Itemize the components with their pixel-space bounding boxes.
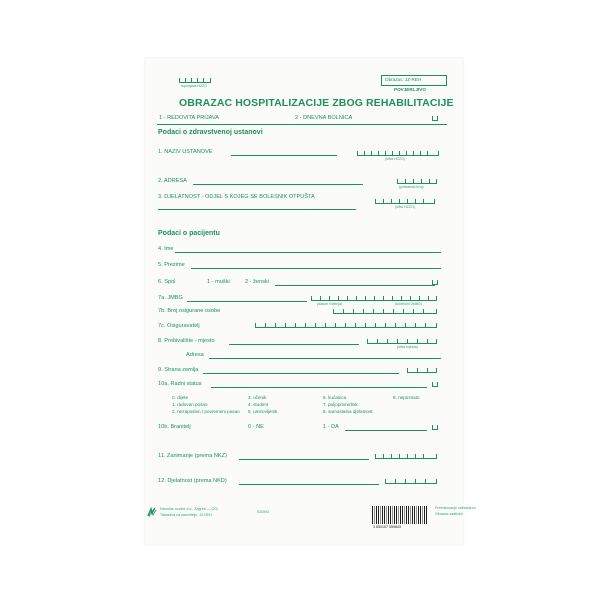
osiguranik-label: 7b. Broj osigurane osobe: [158, 308, 221, 314]
radni-status-box[interactable]: [432, 382, 438, 387]
hzzo-boxes[interactable]: [179, 78, 211, 83]
djelatnost-patient-boxes[interactable]: [385, 479, 437, 484]
spol-female: 2 - ženski: [245, 279, 269, 285]
djelatnost-label: 3. DJELATNOST - ODJEL S KOJEG SE BOLESNIK OTPUŠTA: [158, 194, 315, 200]
prezime-label: 5. Prezime: [158, 262, 185, 268]
footer-note-1: Prebrikovanje zabranjeno: [435, 506, 476, 510]
status-option: 1. radovan posao: [172, 402, 208, 407]
patient-adresa-label: Adresa: [186, 352, 204, 358]
strana-zemlja-line[interactable]: [203, 373, 399, 374]
naziv-hint: (šifra HZZO): [385, 157, 405, 161]
osiguranik-boxes[interactable]: [333, 309, 437, 314]
adresa-label: 2. ADRESA: [158, 178, 187, 184]
naziv-label: 1. NAZIV USTANOVE: [158, 149, 213, 155]
osiguravatelj-boxes[interactable]: [255, 323, 437, 328]
status-option: 7. poljoprivrednik: [323, 402, 358, 407]
footer-note-2: Obrazac zaštićen: [435, 512, 463, 516]
spol-male: 1 - muški: [207, 279, 230, 285]
divider: [157, 124, 447, 125]
status-option: 6. kućanica: [323, 395, 347, 400]
option-box[interactable]: [432, 116, 438, 121]
radni-status-label: 10a. Radni status: [158, 381, 202, 387]
ime-line[interactable]: [175, 252, 441, 253]
djelatnost-boxes[interactable]: [375, 199, 435, 204]
djelatnost-patient-label: 12. Djelatnost (prema NKD): [158, 478, 227, 484]
spol-box[interactable]: [432, 280, 438, 285]
publisher-note: Tiskanica za naručitelju: JZ-REH: [160, 513, 212, 517]
status-option: 3. učenik: [248, 395, 267, 400]
section-institution-title: Podaci o zdravstvenoj ustanovi: [158, 129, 263, 136]
barcode-digits: 3 850157 059843: [373, 525, 401, 529]
zanimanje-label: 11. Zanimanje (prema NKZ): [158, 453, 227, 459]
status-option: 4. student: [248, 402, 269, 407]
patient-adresa-line[interactable]: [209, 358, 441, 359]
branitelj-no: 0 - NE: [248, 424, 264, 430]
status-option: 2. nezaposlen / povremeni posao: [172, 409, 240, 414]
catalog-number: 030093: [257, 510, 269, 514]
prebivaliste-line[interactable]: [229, 344, 359, 345]
ispunjava-label: Ispunjava HZZO: [181, 84, 208, 88]
form-title: OBRAZAC HOSPITALIZACIJE ZBOG REHABILITACIJE: [179, 97, 454, 109]
status-option: 8. samostalna djelatnost: [323, 409, 373, 414]
postal-boxes[interactable]: [397, 179, 437, 184]
publisher-logo: [147, 507, 157, 517]
prebivaliste-label: 8. Prebivalište - mjesto: [158, 338, 215, 344]
publisher-name: Narodne novine d.d., Zagreb — (20): [160, 507, 218, 511]
option-day-hospital: 2 - DNEVNA BOLNICA: [295, 115, 353, 121]
branitelj-label: 10b. Branitelj: [158, 424, 191, 430]
prebivaliste-hint: (šifra mjesta): [397, 345, 418, 349]
form-sheet: [145, 58, 476, 544]
postal-hint: (poštanski broj): [399, 185, 424, 189]
branitelj-yes: 1 - DA: [323, 424, 339, 430]
branitelj-line: [345, 430, 427, 431]
adresa-line[interactable]: [193, 184, 363, 185]
strana-zemlja-boxes[interactable]: [407, 368, 437, 373]
barcode: [372, 506, 427, 524]
jmbg-boxes[interactable]: [311, 296, 437, 301]
osiguravatelj-label: 7c. Osiguravatelj: [158, 323, 200, 329]
spol-line: [275, 285, 435, 286]
section-patient-title: Podaci o pacijentu: [158, 230, 220, 237]
jmbg-hint-birth: (datum rođenja): [317, 302, 343, 306]
status-option: 0. dijete: [172, 395, 189, 400]
zanimanje-boxes[interactable]: [375, 454, 437, 459]
spol-label: 6. Spol: [158, 279, 176, 285]
confidential-label: POVJERLJIVO: [394, 87, 426, 92]
status-option: 9. nepoznato: [393, 395, 420, 400]
djelatnost-patient-line[interactable]: [239, 484, 379, 485]
zanimanje-line[interactable]: [239, 459, 369, 460]
strana-zemlja-label: 9. Strana zemlja: [158, 367, 199, 373]
prezime-line[interactable]: [191, 268, 441, 269]
radni-status-line: [211, 387, 427, 388]
ime-label: 4. Ime: [158, 246, 174, 252]
jmbg-line[interactable]: [187, 301, 307, 302]
naziv-line[interactable]: [231, 155, 337, 156]
option-regular: 1 - REDOVITA PRIJAVA: [159, 115, 219, 121]
djelatnost-line[interactable]: [158, 209, 356, 210]
naziv-code-boxes[interactable]: [357, 151, 439, 156]
jmbg-label: 7a. JMBG: [158, 295, 183, 301]
form-code: Obrazac: JZ-REH: [385, 77, 422, 82]
status-option: 5. umirovljenik: [248, 409, 278, 414]
jmbg-hint-control: (kontrolni JMBG): [395, 302, 422, 306]
djelatnost-hint: (šifra HZZO): [395, 205, 415, 209]
branitelj-box[interactable]: [432, 425, 438, 430]
prebivaliste-boxes[interactable]: [367, 339, 437, 344]
